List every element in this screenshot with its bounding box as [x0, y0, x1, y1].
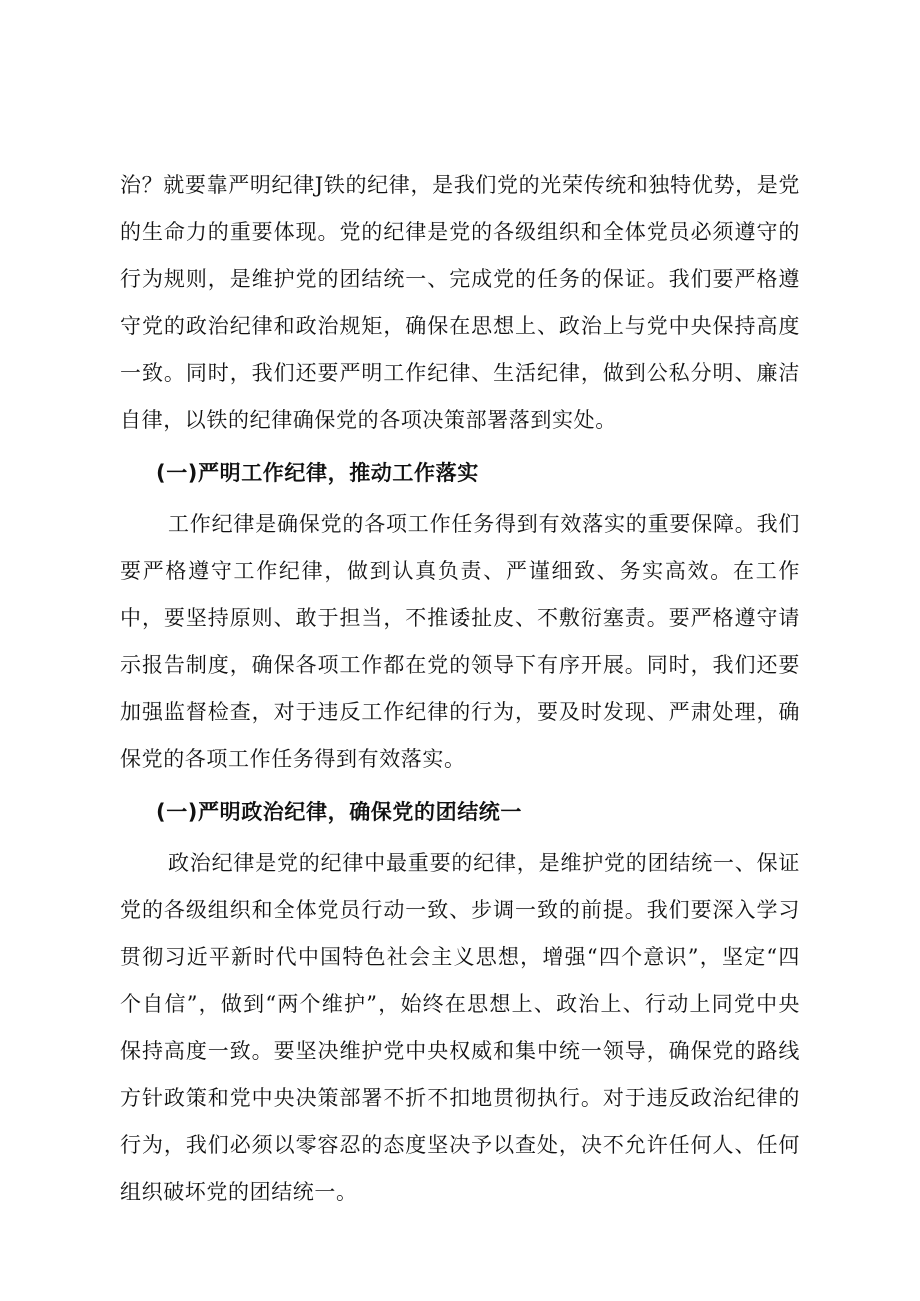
section-heading-political-discipline: (一)严明政治纪律，确保党的团结统一 [156, 800, 522, 824]
section-body-work-discipline: 工作纪律是确保党的各项工作任务得到有效落实的重要保障。我们要严格遵守工作纪律，做到认真负责、严谨细致、务实高效。在工作中，要坚持原则、敢于担当，不推诿扯皮、不敷衍塞责。要严格遵守请示报告制度，确保各项工作都在党的领导下有序开展。同时，我们还要加强监督检查，对于违反工作纪律的行为，要及时发现、严肃处理，确保党的各项工作任务得到有效落实。 [120, 512, 800, 771]
section-body-political-discipline: 政治纪律是党的纪律中最重要的纪律，是维护党的团结统一、保证党的各级组织和全体党员行动一致、步调一致的前提。我们要深入学习贯彻习近平新时代中国特色社会主义思想，增强“四个意识”，坚定“四个自信”，做到“两个维护”，始终在思想上、政治上、行动上同党中央保持高度一致。要坚决维护党中央权威和集中统一领导，确保党的路线方针政策和党中央决策部署不折不扣地贯彻执行。对于违反政治纪律的行为，我们必须以零容忍的态度坚决予以查处，决不允许任何人、任何组织破坏党的团结统一。 [120, 851, 800, 1204]
opening-paragraph: 治？就要靠严明纪律J铁的纪律，是我们党的光荣传统和独特优势，是党的生命力的重要体现。党的纪律是党的各级组织和全体党员必须遵守的行为规则，是维护党的团结统一、完成党的任务的保证。我们要严格遵守党的政治纪律和政治规矩，确保在思想上、政治上与党中央保持高度一致。同时，我们还要严明工作纪律、生活纪律，做到公私分明、廉洁自律，以铁的纪律确保党的各项决策部署落到实处。 [120, 173, 800, 432]
document-body [120, 162, 800, 1216]
section-heading-work-discipline: (一)严明工作纪律，推动工作落实 [156, 461, 479, 485]
